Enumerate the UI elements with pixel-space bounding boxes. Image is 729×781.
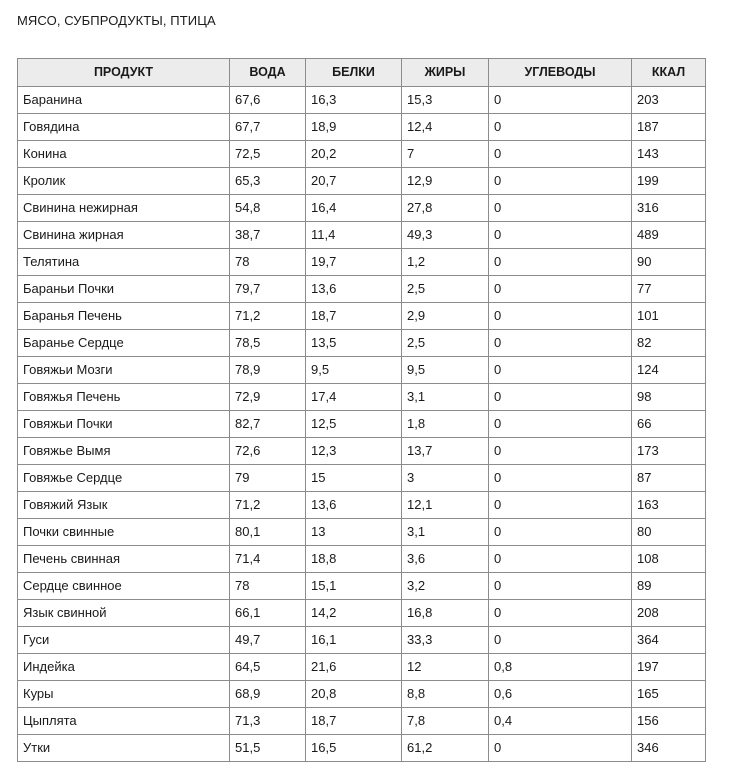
table-row xyxy=(18,519,706,546)
table-row xyxy=(18,492,706,519)
cell-protein: 11,4 xyxy=(306,222,402,249)
table-row xyxy=(18,573,706,600)
cell-kcal: 187 xyxy=(632,114,706,141)
cell-protein: 15,1 xyxy=(306,573,402,600)
cell-protein: 20,8 xyxy=(306,681,402,708)
cell-fat: 13,7 xyxy=(402,438,489,465)
cell-product: Говяжий Язык xyxy=(18,492,230,519)
cell-water: 71,2 xyxy=(230,303,306,330)
cell-product: Цыплята xyxy=(18,708,230,735)
cell-carbs: 0 xyxy=(489,627,632,654)
cell-fat: 15,3 xyxy=(402,87,489,114)
cell-kcal: 108 xyxy=(632,546,706,573)
cell-water: 79,7 xyxy=(230,276,306,303)
column-header-protein: БЕЛКИ xyxy=(306,59,402,87)
cell-kcal: 163 xyxy=(632,492,706,519)
cell-water: 78,5 xyxy=(230,330,306,357)
cell-water: 79 xyxy=(230,465,306,492)
cell-carbs: 0 xyxy=(489,330,632,357)
cell-kcal: 197 xyxy=(632,654,706,681)
cell-kcal: 316 xyxy=(632,195,706,222)
table-header xyxy=(18,59,706,87)
cell-water: 71,3 xyxy=(230,708,306,735)
cell-carbs: 0 xyxy=(489,303,632,330)
table-row xyxy=(18,681,706,708)
table-row xyxy=(18,114,706,141)
cell-fat: 2,5 xyxy=(402,276,489,303)
cell-water: 64,5 xyxy=(230,654,306,681)
column-header-product: ПРОДУКТ xyxy=(18,59,230,87)
cell-water: 72,9 xyxy=(230,384,306,411)
cell-fat: 8,8 xyxy=(402,681,489,708)
cell-fat: 16,8 xyxy=(402,600,489,627)
cell-protein: 13,5 xyxy=(306,330,402,357)
cell-product: Говяжьи Мозги xyxy=(18,357,230,384)
cell-kcal: 156 xyxy=(632,708,706,735)
cell-water: 71,4 xyxy=(230,546,306,573)
table-row xyxy=(18,357,706,384)
cell-water: 38,7 xyxy=(230,222,306,249)
cell-fat: 3,6 xyxy=(402,546,489,573)
cell-protein: 18,7 xyxy=(306,303,402,330)
cell-fat: 33,3 xyxy=(402,627,489,654)
cell-carbs: 0 xyxy=(489,519,632,546)
cell-carbs: 0 xyxy=(489,249,632,276)
cell-carbs: 0 xyxy=(489,195,632,222)
cell-carbs: 0 xyxy=(489,735,632,762)
column-header-fat: ЖИРЫ xyxy=(402,59,489,87)
cell-kcal: 90 xyxy=(632,249,706,276)
cell-fat: 2,5 xyxy=(402,330,489,357)
cell-protein: 18,7 xyxy=(306,708,402,735)
cell-kcal: 101 xyxy=(632,303,706,330)
cell-carbs: 0 xyxy=(489,141,632,168)
table-row xyxy=(18,168,706,195)
cell-carbs: 0 xyxy=(489,438,632,465)
cell-product: Почки свинные xyxy=(18,519,230,546)
cell-fat: 3,1 xyxy=(402,519,489,546)
table-row xyxy=(18,195,706,222)
cell-water: 78 xyxy=(230,573,306,600)
cell-carbs: 0 xyxy=(489,87,632,114)
cell-fat: 9,5 xyxy=(402,357,489,384)
cell-protein: 20,7 xyxy=(306,168,402,195)
cell-water: 72,5 xyxy=(230,141,306,168)
cell-water: 66,1 xyxy=(230,600,306,627)
cell-product: Конина xyxy=(18,141,230,168)
cell-fat: 7 xyxy=(402,141,489,168)
column-header-kcal: ККАЛ xyxy=(632,59,706,87)
cell-product: Кролик xyxy=(18,168,230,195)
cell-protein: 14,2 xyxy=(306,600,402,627)
page-title: МЯСО, СУБПРОДУКТЫ, ПТИЦА xyxy=(17,13,216,28)
cell-protein: 16,5 xyxy=(306,735,402,762)
cell-carbs: 0 xyxy=(489,114,632,141)
cell-water: 68,9 xyxy=(230,681,306,708)
cell-kcal: 199 xyxy=(632,168,706,195)
cell-carbs: 0 xyxy=(489,168,632,195)
cell-protein: 17,4 xyxy=(306,384,402,411)
cell-fat: 3,1 xyxy=(402,384,489,411)
cell-water: 72,6 xyxy=(230,438,306,465)
cell-product: Утки xyxy=(18,735,230,762)
cell-fat: 27,8 xyxy=(402,195,489,222)
cell-product: Печень свинная xyxy=(18,546,230,573)
cell-water: 51,5 xyxy=(230,735,306,762)
cell-product: Говяжье Вымя xyxy=(18,438,230,465)
cell-fat: 3 xyxy=(402,465,489,492)
cell-protein: 19,7 xyxy=(306,249,402,276)
cell-fat: 1,2 xyxy=(402,249,489,276)
cell-kcal: 77 xyxy=(632,276,706,303)
cell-carbs: 0,6 xyxy=(489,681,632,708)
nutrition-table xyxy=(17,58,706,762)
cell-fat: 12,1 xyxy=(402,492,489,519)
cell-kcal: 87 xyxy=(632,465,706,492)
cell-water: 67,7 xyxy=(230,114,306,141)
cell-water: 78,9 xyxy=(230,357,306,384)
cell-water: 54,8 xyxy=(230,195,306,222)
cell-fat: 12 xyxy=(402,654,489,681)
cell-kcal: 98 xyxy=(632,384,706,411)
table-row xyxy=(18,627,706,654)
table-row xyxy=(18,384,706,411)
cell-kcal: 66 xyxy=(632,411,706,438)
table-row xyxy=(18,654,706,681)
table-row xyxy=(18,411,706,438)
cell-product: Говядина xyxy=(18,114,230,141)
cell-kcal: 124 xyxy=(632,357,706,384)
cell-water: 71,2 xyxy=(230,492,306,519)
table-row xyxy=(18,249,706,276)
table-row xyxy=(18,303,706,330)
cell-fat: 3,2 xyxy=(402,573,489,600)
cell-protein: 12,5 xyxy=(306,411,402,438)
cell-protein: 13,6 xyxy=(306,492,402,519)
cell-carbs: 0,8 xyxy=(489,654,632,681)
cell-water: 67,6 xyxy=(230,87,306,114)
cell-protein: 21,6 xyxy=(306,654,402,681)
cell-carbs: 0 xyxy=(489,276,632,303)
table-row xyxy=(18,600,706,627)
cell-carbs: 0 xyxy=(489,465,632,492)
cell-kcal: 80 xyxy=(632,519,706,546)
cell-kcal: 203 xyxy=(632,87,706,114)
cell-carbs: 0 xyxy=(489,546,632,573)
cell-product: Сердце свинное xyxy=(18,573,230,600)
cell-protein: 13,6 xyxy=(306,276,402,303)
cell-fat: 12,9 xyxy=(402,168,489,195)
cell-fat: 2,9 xyxy=(402,303,489,330)
table-row xyxy=(18,708,706,735)
cell-carbs: 0 xyxy=(489,357,632,384)
cell-carbs: 0,4 xyxy=(489,708,632,735)
cell-carbs: 0 xyxy=(489,384,632,411)
table-row xyxy=(18,465,706,492)
cell-protein: 20,2 xyxy=(306,141,402,168)
cell-kcal: 208 xyxy=(632,600,706,627)
cell-protein: 16,1 xyxy=(306,627,402,654)
table-body xyxy=(18,87,706,762)
cell-water: 78 xyxy=(230,249,306,276)
cell-protein: 16,3 xyxy=(306,87,402,114)
cell-fat: 7,8 xyxy=(402,708,489,735)
cell-product: Свинина нежирная xyxy=(18,195,230,222)
cell-kcal: 173 xyxy=(632,438,706,465)
cell-protein: 16,4 xyxy=(306,195,402,222)
cell-kcal: 489 xyxy=(632,222,706,249)
cell-kcal: 364 xyxy=(632,627,706,654)
cell-protein: 18,9 xyxy=(306,114,402,141)
cell-product: Бараньи Почки xyxy=(18,276,230,303)
table-row xyxy=(18,222,706,249)
cell-fat: 61,2 xyxy=(402,735,489,762)
cell-product: Баранья Печень xyxy=(18,303,230,330)
cell-carbs: 0 xyxy=(489,492,632,519)
cell-fat: 12,4 xyxy=(402,114,489,141)
cell-water: 65,3 xyxy=(230,168,306,195)
cell-fat: 1,8 xyxy=(402,411,489,438)
table-row xyxy=(18,87,706,114)
header-row xyxy=(18,59,706,87)
cell-protein: 15 xyxy=(306,465,402,492)
table-row xyxy=(18,735,706,762)
cell-fat: 49,3 xyxy=(402,222,489,249)
cell-product: Индейка xyxy=(18,654,230,681)
cell-kcal: 346 xyxy=(632,735,706,762)
cell-product: Говяжье Сердце xyxy=(18,465,230,492)
cell-product: Говяжьи Почки xyxy=(18,411,230,438)
cell-carbs: 0 xyxy=(489,222,632,249)
cell-kcal: 165 xyxy=(632,681,706,708)
table-row xyxy=(18,330,706,357)
table-row xyxy=(18,276,706,303)
cell-product: Свинина жирная xyxy=(18,222,230,249)
cell-product: Говяжья Печень xyxy=(18,384,230,411)
table-row xyxy=(18,546,706,573)
cell-carbs: 0 xyxy=(489,600,632,627)
cell-water: 82,7 xyxy=(230,411,306,438)
cell-product: Куры xyxy=(18,681,230,708)
table-row xyxy=(18,438,706,465)
cell-water: 49,7 xyxy=(230,627,306,654)
cell-product: Баранье Сердце xyxy=(18,330,230,357)
cell-protein: 9,5 xyxy=(306,357,402,384)
cell-kcal: 143 xyxy=(632,141,706,168)
cell-product: Гуси xyxy=(18,627,230,654)
cell-protein: 12,3 xyxy=(306,438,402,465)
cell-product: Телятина xyxy=(18,249,230,276)
cell-product: Язык свинной xyxy=(18,600,230,627)
cell-carbs: 0 xyxy=(489,573,632,600)
cell-product: Баранина xyxy=(18,87,230,114)
cell-protein: 18,8 xyxy=(306,546,402,573)
cell-protein: 13 xyxy=(306,519,402,546)
cell-kcal: 82 xyxy=(632,330,706,357)
column-header-carbs: УГЛЕВОДЫ xyxy=(489,59,632,87)
cell-kcal: 89 xyxy=(632,573,706,600)
cell-carbs: 0 xyxy=(489,411,632,438)
table-row xyxy=(18,141,706,168)
cell-water: 80,1 xyxy=(230,519,306,546)
column-header-water: ВОДА xyxy=(230,59,306,87)
